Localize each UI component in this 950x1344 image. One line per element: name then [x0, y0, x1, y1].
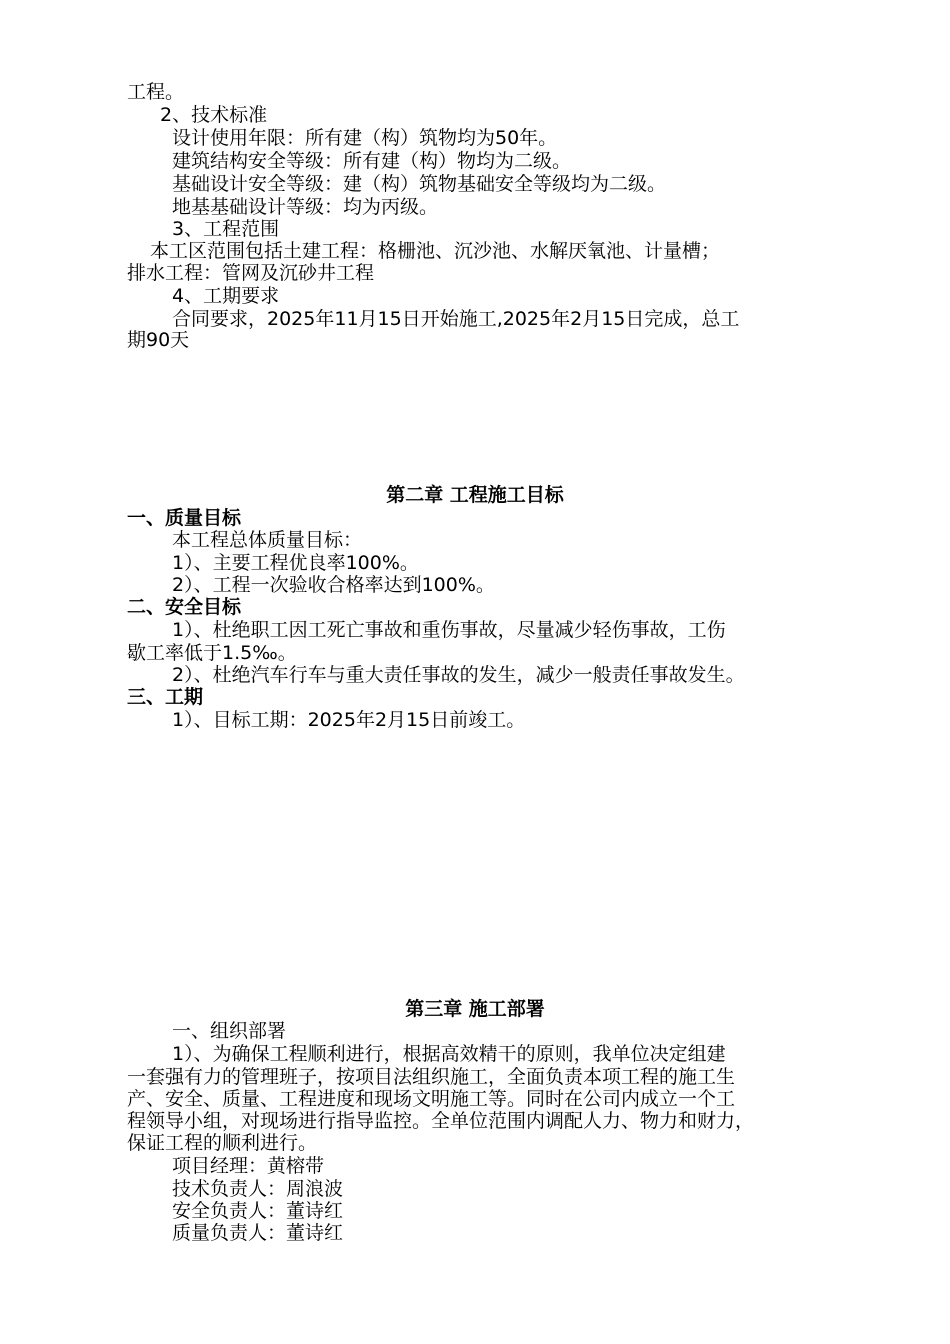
text-line: 基础设计安全等级：建（构）筑物基础安全等级均为二级。	[172, 173, 667, 195]
text-line: 期90天	[127, 329, 190, 351]
subsection-title: 3、工程范围	[172, 218, 280, 240]
paragraph-line: 产、安全、质量、工程进度和现场文明施工等。同时在公司内成立一个工	[127, 1088, 736, 1110]
staff-line: 技术负责人：周浪波	[172, 1178, 344, 1200]
section-heading: 一、组织部署	[172, 1020, 287, 1042]
text-line: 1）、杜绝职工因工死亡事故和重伤事故，尽量减少轻伤事故，工伤	[172, 619, 726, 641]
text-line: 设计使用年限：所有建（构）筑物均为50年。	[172, 127, 558, 149]
staff-line: 项目经理：黄榕带	[172, 1155, 325, 1177]
text-line: 1）、主要工程优良率100%。	[172, 552, 419, 574]
text-line: 2）、杜绝汽车行车与重大责任事故的发生，减少一般责任事故发生。	[172, 664, 745, 686]
paragraph-line: 一套强有力的管理班子，按项目法组织施工，全面负责本项工程的施工生	[127, 1066, 736, 1088]
text-line: 地基基础设计等级：均为丙级。	[172, 196, 439, 218]
section-heading: 二、安全目标	[127, 596, 242, 618]
text-line: 1）、目标工期：2025年2月15日前竣工。	[172, 709, 526, 731]
staff-line: 质量负责人：董诗红	[172, 1222, 344, 1244]
text-line: 合同要求，2025年11月15日开始施工,2025年2月15日完成，总工	[172, 308, 740, 330]
text-line: 2）、工程一次验收合格率达到100%。	[172, 574, 495, 596]
subsection-title: 4、工期要求	[172, 285, 280, 307]
paragraph-line: 1）、为确保工程顺利进行，根据高效精干的原则，我单位决定组建	[172, 1043, 726, 1065]
staff-line: 安全负责人：董诗红	[172, 1200, 344, 1222]
section-heading: 一、质量目标	[127, 507, 242, 529]
chapter-title: 第二章 工程施工目标	[386, 484, 564, 506]
chapter-title: 第三章 施工部署	[405, 998, 545, 1020]
subsection-title: 2、技术标准	[160, 104, 268, 126]
text-line: 建筑结构安全等级：所有建（构）物均为二级。	[172, 150, 572, 172]
paragraph-line: 程领导小组，对现场进行指导监控。全单位范围内调配人力、物力和财力，	[127, 1110, 755, 1132]
text-line: 本工区范围包括土建工程：格栅池、沉沙池、水解厌氧池、计量槽；	[150, 240, 721, 262]
text-line: 排水工程：管网及沉砂井工程	[127, 262, 375, 284]
paragraph-line: 保证工程的顺利进行。	[127, 1132, 318, 1154]
section-heading: 三、工期	[127, 686, 204, 708]
text-line: 工程。	[127, 81, 185, 103]
text-line: 歇工率低于1.5‰。	[127, 642, 297, 664]
text-line: 本工程总体质量目标：	[172, 529, 363, 551]
